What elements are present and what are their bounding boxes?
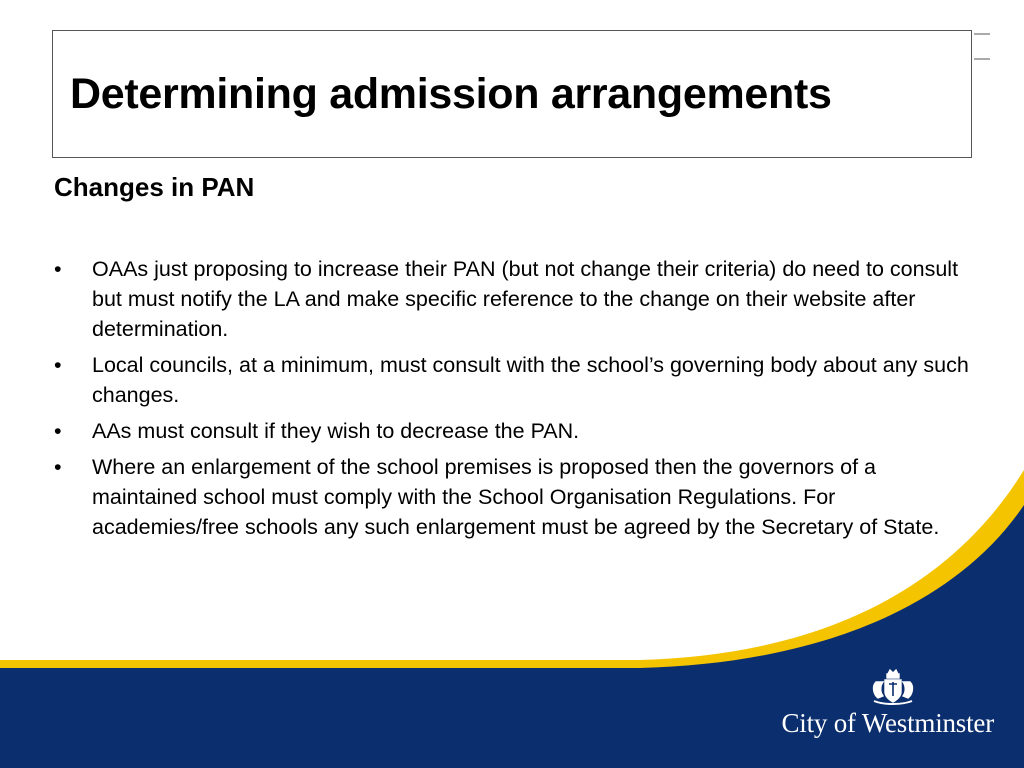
bullet-item (54, 254, 974, 344)
bullet-item (54, 350, 974, 410)
slide-subtitle: Changes in PAN (54, 172, 255, 202)
bullet-text: OAAs just proposing to increase their PAN (but not change their criteria) do need to consult but must notify the LA and make specific reference to the change on their website after determination. (92, 257, 959, 341)
title-box (52, 30, 972, 158)
city-crest-icon (868, 668, 918, 708)
bullet-item (54, 416, 974, 446)
bullet-glyph: • (54, 419, 62, 443)
bullet-glyph: • (54, 257, 62, 281)
corner-lines (974, 30, 994, 62)
bullet-glyph: • (54, 455, 62, 479)
city-of-westminster-logo-text: City of Westminster (781, 708, 994, 738)
bullet-text: AAs must consult if they wish to decrease the PAN. (92, 419, 580, 443)
slide-title: Determining admission arrangements (70, 69, 832, 118)
bullet-list (54, 254, 974, 548)
bullet-text: Local councils, at a minimum, must consult with the school’s governing body about any such changes. (92, 353, 969, 407)
bullet-glyph: • (54, 353, 62, 377)
bullet-text: Where an enlargement of the school premises is proposed then the governors of a maintained school must comply with the School Organisation Regulations. For academies/free schools any such enlargement must be agreed by the Secretary of State. (92, 455, 940, 539)
bullet-item (54, 452, 974, 542)
